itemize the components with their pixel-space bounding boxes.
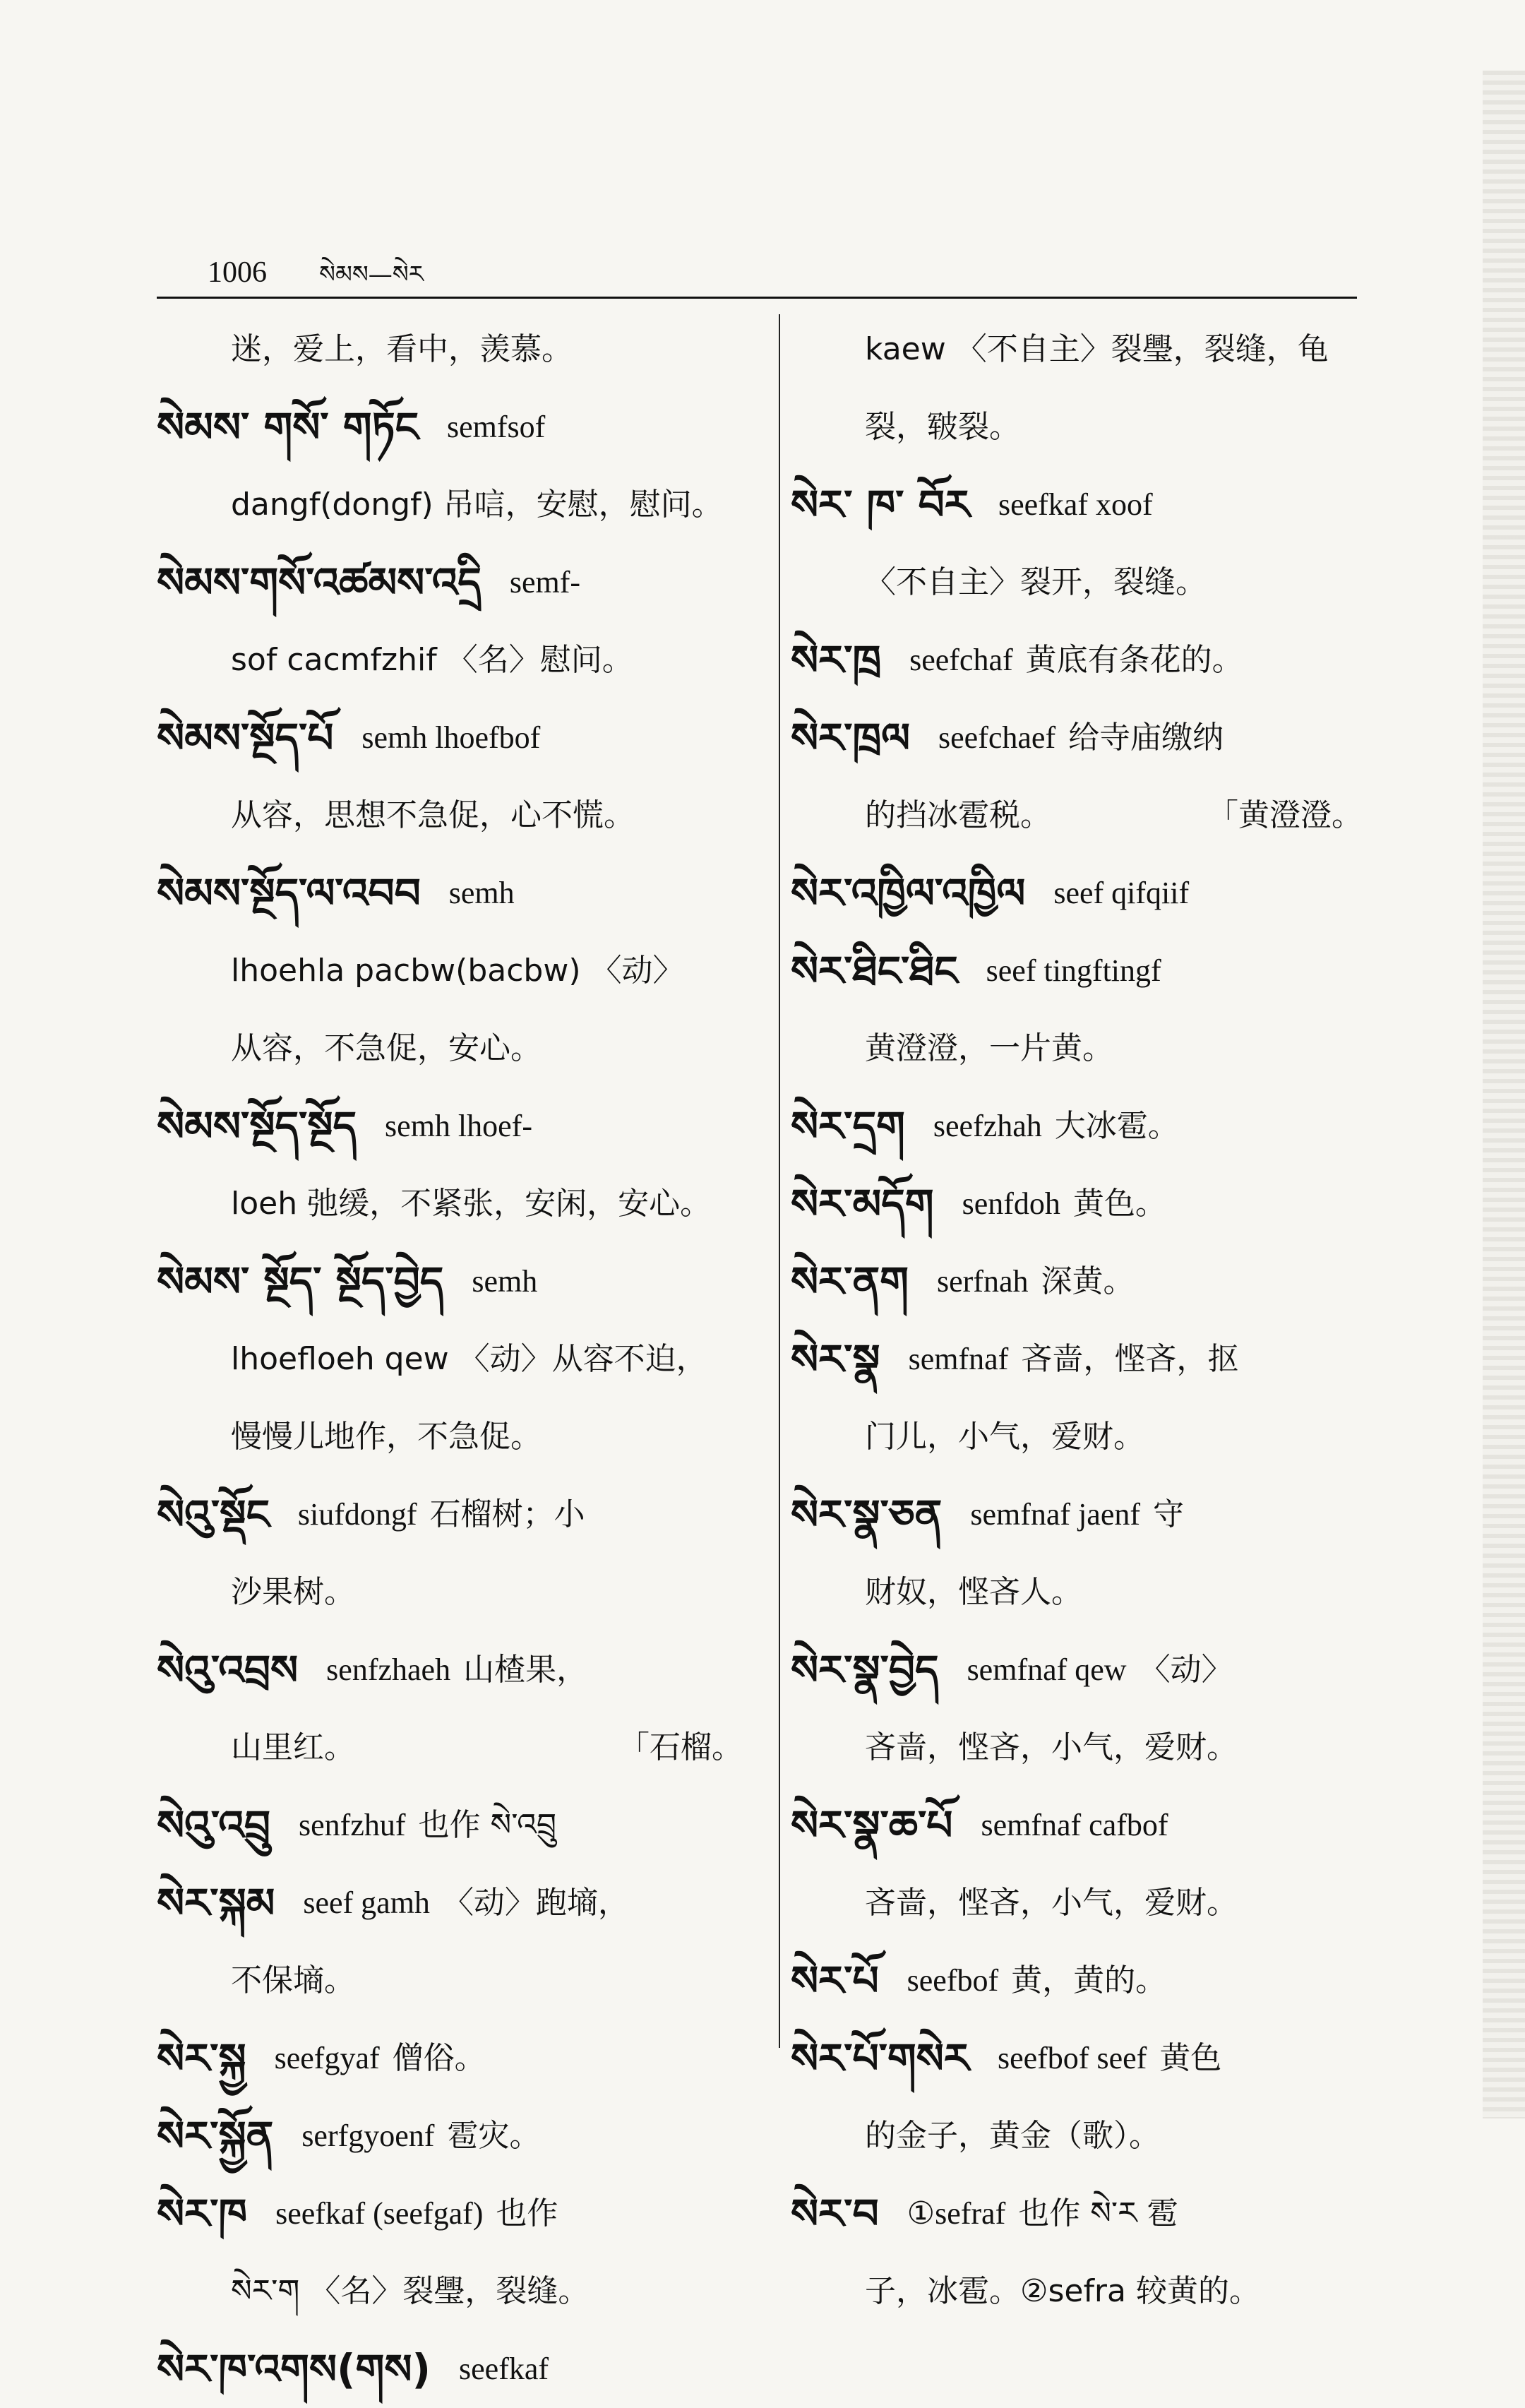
entry-continuation: [157, 1010, 757, 1087]
entry-headword-line: [791, 2175, 1377, 2253]
page-edge: [1483, 71, 1525, 2118]
romanization: semh: [448, 876, 515, 910]
definition-text: 山里红。: [231, 1729, 355, 1765]
definition-text: loeh 弛缓，不紧张，安闲，安心。: [231, 1186, 712, 1222]
tibetan-headword: སེར་པོ: [791, 1957, 879, 2005]
definition-text: 沙果树。: [231, 1574, 355, 1610]
entry-continuation: [157, 311, 757, 388]
definition: 也作 སེ་འབྲུ: [418, 1807, 557, 1843]
definition: 吝啬，悭吝，抠: [1021, 1341, 1239, 1377]
entry-headword-line: [157, 544, 757, 621]
tibetan-headword: སེར་སྐམ: [157, 1879, 275, 1927]
definition: 守: [1153, 1496, 1185, 1532]
entry-continuation: [791, 777, 1377, 854]
romanization: seefchaef: [938, 720, 1056, 755]
romanization: seefzhah: [933, 1109, 1042, 1143]
carryover-note: 「石榴。: [618, 1729, 743, 1765]
romanization: seefgyaf: [274, 2041, 380, 2075]
entry-continuation: [157, 2253, 757, 2330]
entry-headword-line: [157, 699, 757, 777]
definition: 给寺庙缴纳: [1068, 720, 1224, 756]
entry-continuation: [791, 311, 1377, 388]
entry-headword-line: [791, 1321, 1377, 1398]
entry-headword-line: [157, 388, 757, 466]
entry-headword-line: [157, 2175, 757, 2253]
definition-text: 不保墒。: [231, 1962, 355, 1998]
romanization: senfzhuf: [299, 1808, 406, 1842]
definition-text: 的挡冰雹税。: [865, 797, 1051, 833]
definition: 黄色: [1159, 2040, 1222, 2076]
entry-continuation: [791, 1398, 1377, 1476]
romanization: ①sefraf: [907, 2196, 1006, 2231]
definition-text: 从容，思想不急促，心不慌。: [231, 797, 635, 833]
tibetan-headword: སེའུ་འབྲུ: [157, 1801, 271, 1849]
definition: 深黄。: [1041, 1263, 1135, 1299]
definition-text: 子，冰雹。②sefra 较黄的。: [865, 2273, 1260, 2309]
tibetan-headword: སེར་མདོག: [791, 1180, 934, 1228]
column-divider: [779, 314, 780, 2048]
romanization: semf-: [509, 565, 581, 600]
entry-headword-line: [791, 932, 1377, 1010]
entry-continuation: [791, 1010, 1377, 1087]
carryover-note: 「黄澄澄。: [1207, 797, 1363, 833]
romanization: seef qifqiif: [1053, 876, 1190, 910]
tibetan-headword: སེར་སྣ: [791, 1335, 880, 1383]
entry-headword-line: [157, 1864, 757, 1942]
tibetan-headword: སེར་དྲག: [791, 1102, 905, 1150]
tibetan-headword: སེམས་ གསོ་ གཏོང: [157, 403, 419, 451]
definition: 黄底有条花的。: [1025, 642, 1243, 678]
tibetan-headword: སེམས་སྔོད་སྔོད: [157, 1102, 357, 1150]
tibetan-headword: སེར་ཁ་འགས(གས): [157, 2345, 431, 2393]
tibetan-headword: སེར་སྐྱ: [157, 2034, 246, 2082]
tibetan-headword: སེར་སྐྱོན: [157, 2112, 274, 2160]
romanization: semfnaf jaenf: [970, 1497, 1141, 1532]
definition-text: སེར་ག 〈名〉裂璺，裂缝。: [231, 2273, 590, 2309]
tibetan-headword: སེམས་སྔོད་པོ: [157, 714, 334, 762]
entry-headword-line: [157, 1087, 757, 1165]
definition: 大冰雹。: [1054, 1108, 1179, 1144]
left-column: [157, 311, 757, 2408]
page-number: 1006: [208, 256, 267, 289]
tibetan-headword: སེམས་ སྔོད་ སྔོད་བྱེད: [157, 1258, 444, 1306]
tibetan-headword: སེམས་སྔོད་ལ་འབབ: [157, 869, 421, 917]
entry-continuation: [157, 1709, 757, 1787]
romanization: seefbof: [907, 1963, 999, 1998]
definition-text: lhoehla pacbw(bacbw) 〈动〉: [231, 953, 684, 989]
entry-headword-line: [157, 1631, 757, 1709]
tibetan-headword: སེའུ་སྡོང: [157, 1491, 270, 1539]
romanization: serfgyoenf: [301, 2118, 435, 2153]
tibetan-headword: སེར་སྣ་བྱེད: [791, 1646, 939, 1694]
entry-continuation: [157, 777, 757, 854]
definition-text: 迷，爱上，看中，羡慕。: [231, 331, 573, 367]
tibetan-headword: སེར་ཁྲ: [791, 636, 882, 684]
definition-text: sof cacmfzhif 〈名〉慰问。: [231, 642, 633, 678]
entry-continuation: [157, 932, 757, 1010]
entry-headword-line: [791, 1243, 1377, 1321]
romanization: semh lhoefbof: [361, 720, 541, 755]
entry-continuation: [791, 388, 1377, 466]
definition-text: 从容，不急促，安心。: [231, 1030, 542, 1066]
definition: 也作 སེ་ར 雹: [1018, 2195, 1178, 2231]
entry-headword-line: [157, 2330, 757, 2408]
definition-text: 慢慢儿地作，不急促。: [231, 1419, 542, 1455]
romanization: senfdoh: [962, 1186, 1060, 1221]
definition: 雹灾。: [447, 2118, 541, 2154]
entry-headword-line: [157, 2097, 757, 2175]
entry-headword-line: [791, 621, 1377, 699]
tibetan-headword: སེར་ཐིང་ཐིང: [791, 947, 958, 995]
entry-headword-line: [791, 1165, 1377, 1243]
entry-continuation: [791, 1709, 1377, 1787]
definition-text: dangf(dongf) 吊唁，安慰，慰问。: [231, 487, 723, 523]
entry-continuation: [791, 544, 1377, 621]
entry-continuation: [157, 1398, 757, 1476]
tibetan-headword: སེར་པོ་གསེར: [791, 2034, 969, 2082]
romanization: seefkaf: [459, 2352, 549, 2386]
romanization: siufdongf: [297, 1497, 417, 1532]
entry-continuation: [791, 1864, 1377, 1942]
entry-headword-line: [791, 699, 1377, 777]
definition: 黄色。: [1072, 1186, 1166, 1222]
tibetan-headword: སེར་ཁྲལ: [791, 714, 911, 762]
definition-text: 裂，皲裂。: [865, 409, 1020, 445]
entry-continuation: [157, 621, 757, 699]
tibetan-headword: སེམས་གསོ་འཚམས་འདྲི: [157, 559, 482, 607]
definition-text: 〈不自主〉裂开，裂缝。: [865, 564, 1207, 600]
entry-headword-line: [157, 1476, 757, 1554]
entry-headword-line: [791, 854, 1377, 932]
romanization: seef tingftingf: [986, 953, 1161, 988]
entry-continuation: [157, 466, 757, 544]
entry-headword-line: [791, 1476, 1377, 1554]
romanization: semfnaf: [908, 1342, 1009, 1376]
romanization: semfnaf cafbof: [981, 1808, 1168, 1842]
romanization: serfnah: [936, 1264, 1029, 1299]
entry-headword-line: [791, 1942, 1377, 2020]
entry-headword-line: [157, 2020, 757, 2097]
definition-text: 黄澄澄，一片黄。: [865, 1030, 1113, 1066]
romanization: seefkaf (seefgaf): [275, 2196, 484, 2231]
entry-headword-line: [157, 854, 757, 932]
romanization: seefbof seef: [997, 2041, 1147, 2075]
tibetan-headword: སེར་ནག: [791, 1258, 909, 1306]
entry-headword-line: [791, 1631, 1377, 1709]
entry-continuation: [157, 1554, 757, 1631]
entry-continuation: [791, 1554, 1377, 1631]
tibetan-headword: སེར་སྣ་ཅན: [791, 1491, 943, 1539]
tibetan-headword: སེར་སྣ་ཆ་པོ: [791, 1801, 953, 1849]
entry-headword-line: [791, 1087, 1377, 1165]
definition-text: lhoefloeh qew 〈动〉从容不迫，: [231, 1341, 707, 1377]
definition-text: 财奴，悭吝人。: [865, 1574, 1082, 1610]
romanization: seefkaf xoof: [998, 487, 1153, 522]
definition-text: 吝啬，悭吝，小气，爱财。: [865, 1729, 1238, 1765]
entry-continuation: [791, 2097, 1377, 2175]
running-head: སེམས—སེར: [319, 261, 424, 289]
tibetan-headword: སེའུ་འབྲས: [157, 1646, 299, 1694]
definition: 石榴树；小: [429, 1496, 585, 1532]
tibetan-headword: སེར་ཁ: [157, 2190, 248, 2238]
entry-continuation: [157, 1321, 757, 1398]
definition: 僧俗。: [392, 2040, 486, 2076]
romanization: seef gamh: [303, 1885, 430, 1920]
entry-continuation: [157, 1165, 757, 1243]
definition: 山楂果，: [463, 1652, 588, 1688]
definition-text: 的金子，黄金（歌）。: [865, 2118, 1160, 2154]
entry-headword-line: [791, 1787, 1377, 1864]
entry-headword-line: [157, 1787, 757, 1864]
romanization: semfnaf qew: [967, 1652, 1127, 1687]
definition-text: 吝啬，悭吝，小气，爱财。: [865, 1885, 1238, 1921]
definition: 也作: [496, 2195, 558, 2231]
tibetan-headword: སེར་བ: [791, 2190, 879, 2238]
romanization: semh: [472, 1264, 538, 1299]
romanization: semfsof: [447, 410, 546, 444]
entry-headword-line: [791, 466, 1377, 544]
page-header: [157, 247, 1357, 297]
definition: 〈动〉: [1139, 1652, 1233, 1688]
entry-continuation: [791, 2253, 1377, 2330]
entry-continuation: [157, 1942, 757, 2020]
definition-text: 门儿，小气，爱财。: [865, 1419, 1144, 1455]
romanization: semh lhoef-: [385, 1109, 532, 1143]
definition: 黄，黄的。: [1011, 1962, 1167, 1998]
entry-headword-line: [791, 2020, 1377, 2097]
romanization: senfzhaeh: [326, 1652, 451, 1687]
definition-text: kaew 〈不自主〉裂璺，裂缝，龟: [865, 331, 1329, 367]
romanization: seefchaf: [909, 643, 1013, 677]
tibetan-headword: སེར་ ཁ་ བོར: [791, 481, 970, 529]
header-rule: [157, 297, 1357, 299]
definition: 〈动〉跑墒，: [442, 1885, 629, 1921]
entry-headword-line: [157, 1243, 757, 1321]
tibetan-headword: སེར་འཁྱིལ་འཁྱིལ: [791, 869, 1026, 917]
right-column: [791, 311, 1377, 2330]
